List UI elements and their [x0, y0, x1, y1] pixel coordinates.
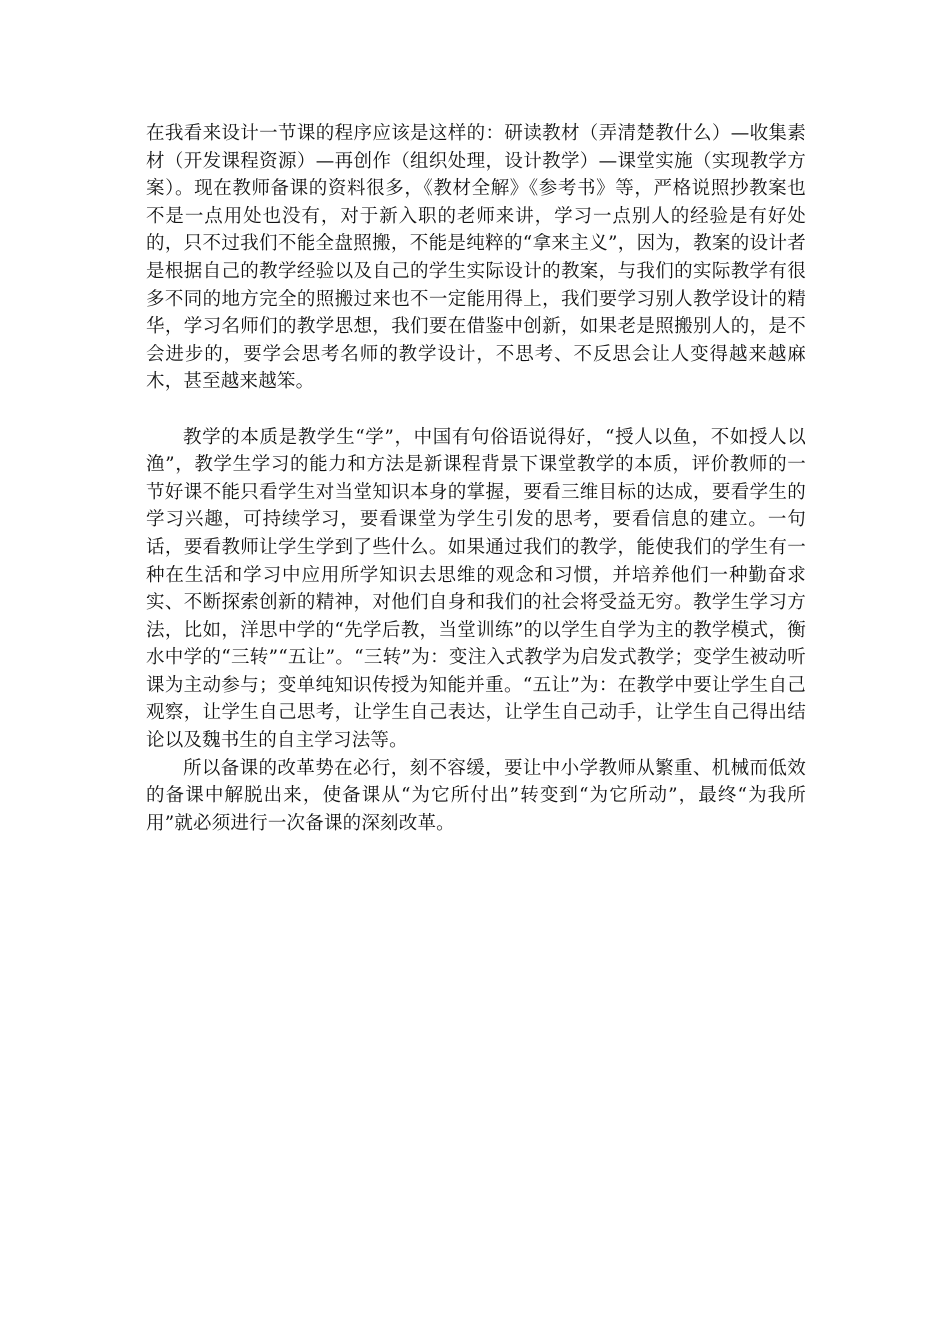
paragraph-spacer [146, 396, 806, 424]
paragraph-design-procedure: 在我看来设计一节课的程序应该是这样的：研读教材（弄清楚教什么）—收集素材（开发课程资源）—再创作（组织处理，设计教学）—课堂实施（实现教学方案）。现在教师备课的资料很多，《教材全解》《参考书》等，严格说照抄教案也不是一点用处也没有，对于新入职的老师来讲，学习一点别人的经验是有好处的，只不过我们不能全盘照搬，不能是纯粹的“拿来主义”，因为，教案的设计者是根据自己的教学经验以及自己的学生实际设计的教案，与我们的实际教学有很多不同的地方完全的照搬过来也不一定能用得上，我们要学习别人教学设计的精华，学习名师们的教学思想，我们要在借鉴中创新，如果老是照搬别人的，是不会进步的，要学会思考名师的教学设计，不思考、不反思会让人变得越来越麻木，甚至越来越笨。 [146, 123, 806, 393]
paragraph-reform-conclusion: 所以备课的改革势在必行，刻不容缓，要让中小学教师从繁重、机械而低效的备课中解脱出来，使备课从“为它所付出”转变到“为它所动”，最终“为我所用”就必须进行一次备课的深刻改革。 [146, 757, 806, 834]
paragraph-teaching-essence: 教学的本质是教学生“学”，中国有句俗语说得好，“授人以鱼，不如授人以渔”，教学生学习的能力和方法是新课程背景下课堂教学的本质，评价教师的一节好课不能只看学生对当堂知识本身的掌握，要看三维目标的达成，要看学生的学习兴趣，可持续学习，要看课堂为学生引发的思考，要看信息的建立。一句话，要看教师让学生学到了些什么。如果通过我们的教学，能使我们的学生有一种在生活和学习中应用所学知识去思维的观念和习惯，并培养他们一种勤奋求实、不断探索创新的精神，对他们自身和我们的社会将受益无穷。教学生学习方法，比如，洋思中学的“先学后教，当堂训练”的以学生自学为主的教学模式，衡水中学的“三转”“五让”。“三转”为：变注入式教学为启发式教学；变学生被动听课为主动参与；变单纯知识传授为知能并重。“五让”为：在教学中要让学生自己观察，让学生自己思考，让学生自己表达，让学生自己动手，让学生自己得出结论以及魏书生的自主学习法等。 [146, 426, 806, 752]
document-body [146, 120, 806, 837]
